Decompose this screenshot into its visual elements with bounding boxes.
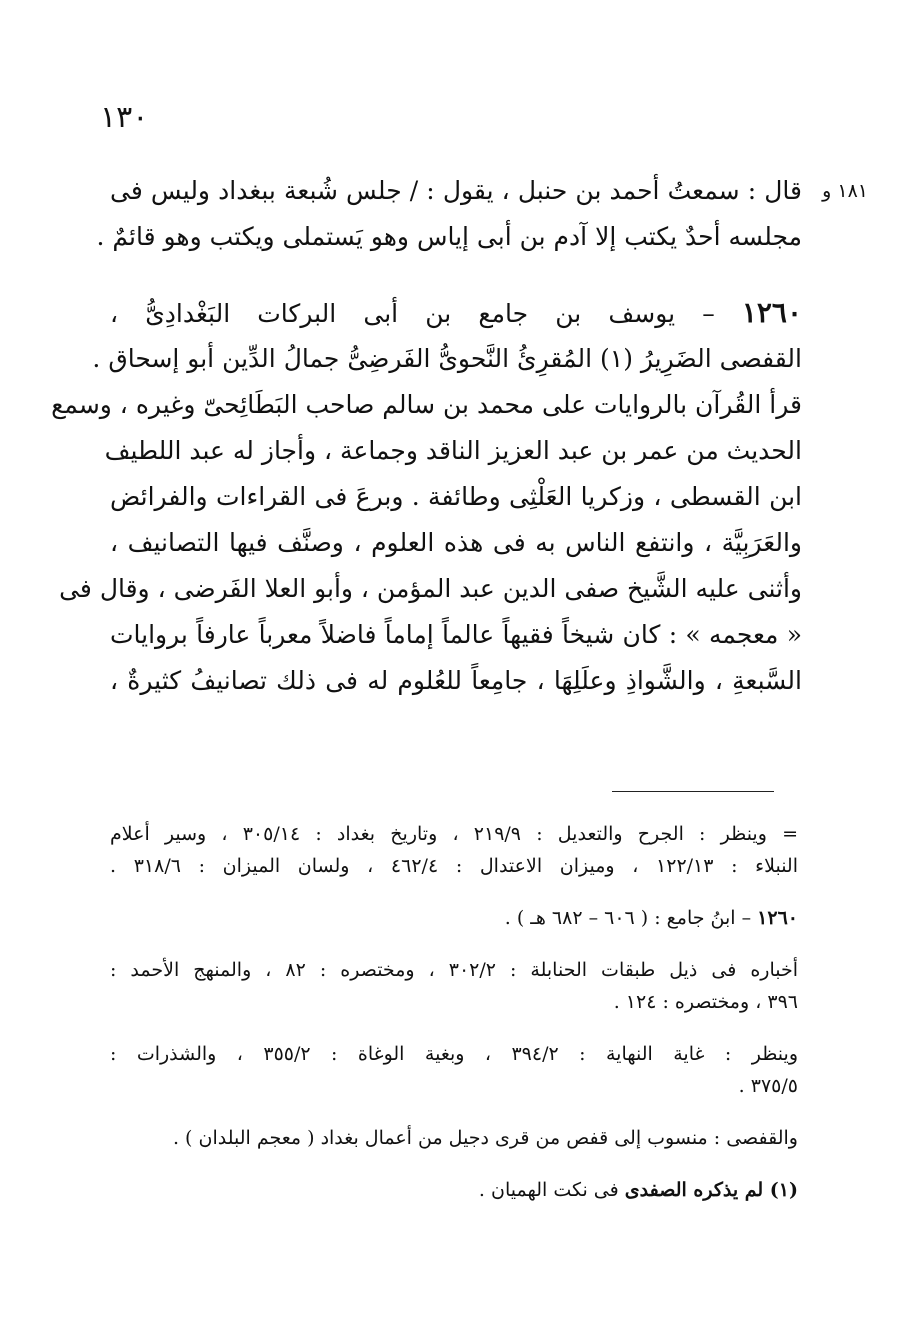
text-line: وأثنى عليه الشَّيخ صفى الدين عبد المؤمن ، وأبو العلا الفَرضى ، وقال فى — [59, 574, 802, 603]
footnote-line: = وينظر : الجرح والتعديل : ٢١٩/٩ ، وتاريخ بغداد : ٣٠٥/١٤ ، وسير أعلام — [110, 823, 798, 845]
main-text — [51, 168, 802, 704]
text-line: السَّبعةِ ، والشَّواذِ وعلَلِهَا ، جامِعاً للعُلوم له فى ذلك تصانيفُ كثيرةٌ ، — [110, 666, 802, 695]
footnote-entry-title: – ابنُ جامع : ( ٦٠٦ – ٦٨٢ هـ ) . — [504, 907, 752, 929]
text-line: قرأ القُرآن بالروايات على محمد بن سالم صاحب البَطَائِحىّ وغيره ، وسمع — [51, 390, 802, 419]
footnote-line: ٣٧٥/٥ . — [738, 1075, 798, 1097]
footnotes — [110, 818, 798, 1206]
text-line: قال : سمعتُ أحمد بن حنبل ، يقول : / جلس شُبعة ببغداد وليس فى — [110, 176, 802, 205]
text-line: ابن القسطى ، وزكريا العَلْثِى وطائفة . وبرعَ فى القراءات والفرائض — [110, 482, 802, 511]
footnote-1 — [110, 1174, 798, 1206]
entry-heading-text: – يوسف بن جامع بن أبى البركات البَغْدادِىُّ ، — [110, 299, 715, 328]
entry-number: ١٢٦٠ — [741, 296, 802, 329]
footnote-line: ٣٩٦ ، ومختصره : ١٢٤ . — [613, 991, 798, 1013]
text-line: والعَرَبِيَّة ، وانتفع الناس به فى هذه العلوم ، وصنَّف فيها التصانيف ، — [110, 528, 802, 557]
text-line: الحديث من عمر بن عبد العزيز الناقد وجماعة ، وأجاز له عبد اللطيف — [104, 436, 802, 465]
footnote-line: وينظر : غاية النهاية : ٣٩٤/٢ ، وبغية الوغاة : ٣٥٥/٢ ، والشذرات : — [110, 1043, 798, 1065]
footnote-entry-number: ١٢٦٠ — [757, 907, 798, 929]
text-line: القفصى الضَرِيرُ (١) المُقرِئُ النَّحوىُّ الفَرضِىُّ جمالُ الدِّين أبو إسحاق . — [92, 344, 802, 373]
footnote-entry-line — [110, 902, 798, 934]
footnote-line: والقفصى : منسوب إلى قفص من قرى دجيل من أعمال بغداد ( معجم البلدان ) . — [172, 1127, 798, 1149]
footnote-separator — [612, 791, 774, 792]
entry-heading-line — [110, 290, 802, 336]
footnote-line: النبلاء : ١٢٢/١٣ ، وميزان الاعتدال : ٤٦٢/٤ ، ولسان الميزان : ٣١٨/٦ . — [110, 855, 798, 877]
page-number: ١٣٠ — [100, 100, 149, 135]
footnote-1-text: فى نكت الهميان . — [478, 1179, 625, 1201]
footnote-1-marker: (١) لم يذكره الصفدى — [624, 1179, 798, 1201]
text-line: « معجمه » : كان شيخاً فقيهاً عالماً إماماً فاضلاً معرباً عارفاً بروايات — [110, 620, 802, 649]
text-line: مجلسه أحدٌ يكتب إلا آدم بن أبى إياس وهو يَستملى ويكتب وهو قائمٌ . — [96, 222, 802, 251]
margin-folio-note: ١٨١ و — [822, 180, 868, 202]
footnote-line: أخباره فى ذيل طبقات الحنابلة : ٣٠٢/٢ ، ومختصره : ٨٢ ، والمنهج الأحمد : — [110, 959, 798, 981]
